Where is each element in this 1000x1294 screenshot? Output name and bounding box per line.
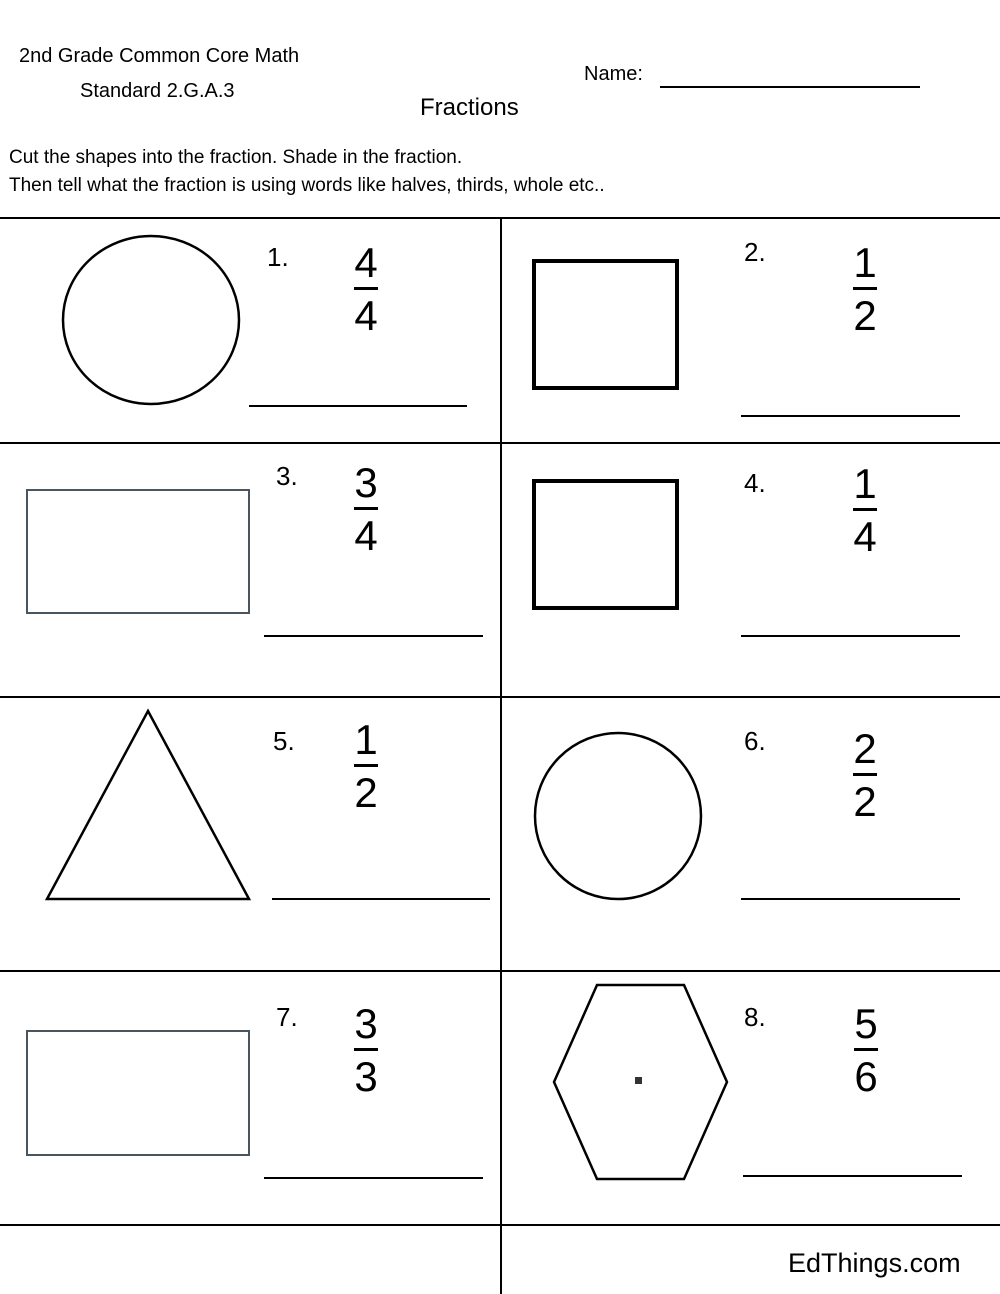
fraction-numerator: 4 <box>354 239 378 286</box>
answer-line[interactable] <box>264 1177 483 1179</box>
fraction-denominator: 2 <box>354 769 378 816</box>
problem-number: 4. <box>744 468 766 498</box>
fraction-bar <box>354 1048 378 1051</box>
problem-number: 8. <box>744 1002 766 1032</box>
fraction-bar <box>853 508 877 511</box>
fraction <box>346 716 386 816</box>
answer-line[interactable] <box>743 1175 962 1177</box>
fraction-bar <box>354 507 378 510</box>
circle-icon <box>533 731 705 903</box>
answer-line[interactable] <box>264 635 483 637</box>
fraction-denominator: 2 <box>853 778 877 825</box>
answer-line[interactable] <box>741 415 960 417</box>
answer-line[interactable] <box>272 898 490 900</box>
fraction-bar <box>853 773 877 776</box>
circle-icon <box>62 236 242 406</box>
center-dot <box>635 1077 642 1084</box>
answer-line[interactable] <box>741 635 960 637</box>
course-title: 2nd Grade Common Core Math <box>19 45 300 67</box>
fraction-bar <box>354 764 378 767</box>
answer-line[interactable] <box>249 405 467 407</box>
fraction-denominator: 3 <box>354 1053 378 1100</box>
fraction-denominator: 4 <box>853 513 877 560</box>
fraction-denominator: 6 <box>854 1053 878 1100</box>
standard-label: Standard 2.G.A.3 <box>80 80 235 102</box>
hexagon-icon <box>552 983 729 1182</box>
fraction-bar <box>354 287 378 290</box>
name-label: Name: <box>584 63 643 85</box>
fraction <box>346 1000 386 1100</box>
page-title: Fractions <box>420 94 519 121</box>
fraction <box>346 459 386 559</box>
square-icon <box>532 479 680 611</box>
triangle-icon <box>45 708 252 902</box>
problem-number: 1. <box>267 242 289 272</box>
answer-line[interactable] <box>741 898 960 900</box>
fraction <box>845 460 885 560</box>
fraction-denominator: 4 <box>354 292 378 339</box>
problem-number: 2. <box>744 237 766 267</box>
fraction-numerator: 2 <box>853 725 877 772</box>
square-icon <box>532 259 680 391</box>
fraction-numerator: 5 <box>854 1000 878 1047</box>
name-field[interactable] <box>660 86 920 88</box>
rectangle-icon <box>26 1030 251 1157</box>
instruction-line-2: Then tell what the fraction is using words like halves, thirds, whole etc.. <box>9 175 605 196</box>
problem-number: 5. <box>273 726 295 756</box>
problem-number: 6. <box>744 726 766 756</box>
problem-number: 7. <box>276 1002 298 1032</box>
fraction-numerator: 1 <box>853 239 877 286</box>
fraction-numerator: 1 <box>354 716 378 763</box>
footer-site: EdThings.com <box>788 1248 961 1278</box>
fraction-numerator: 1 <box>853 460 877 507</box>
fraction-bar <box>853 287 877 290</box>
fraction-denominator: 4 <box>354 512 378 559</box>
instruction-line-1: Cut the shapes into the fraction. Shade in the fraction. <box>9 147 463 168</box>
problem-number: 3. <box>276 461 298 491</box>
fraction-numerator: 3 <box>354 459 378 506</box>
fraction-bar <box>854 1048 878 1051</box>
fraction <box>845 239 885 339</box>
fraction-denominator: 2 <box>853 292 877 339</box>
grid-line-vertical <box>500 217 502 1294</box>
fraction <box>846 1000 886 1100</box>
fraction <box>346 239 386 339</box>
fraction <box>845 725 885 825</box>
rectangle-icon <box>26 489 251 615</box>
fraction-numerator: 3 <box>354 1000 378 1047</box>
